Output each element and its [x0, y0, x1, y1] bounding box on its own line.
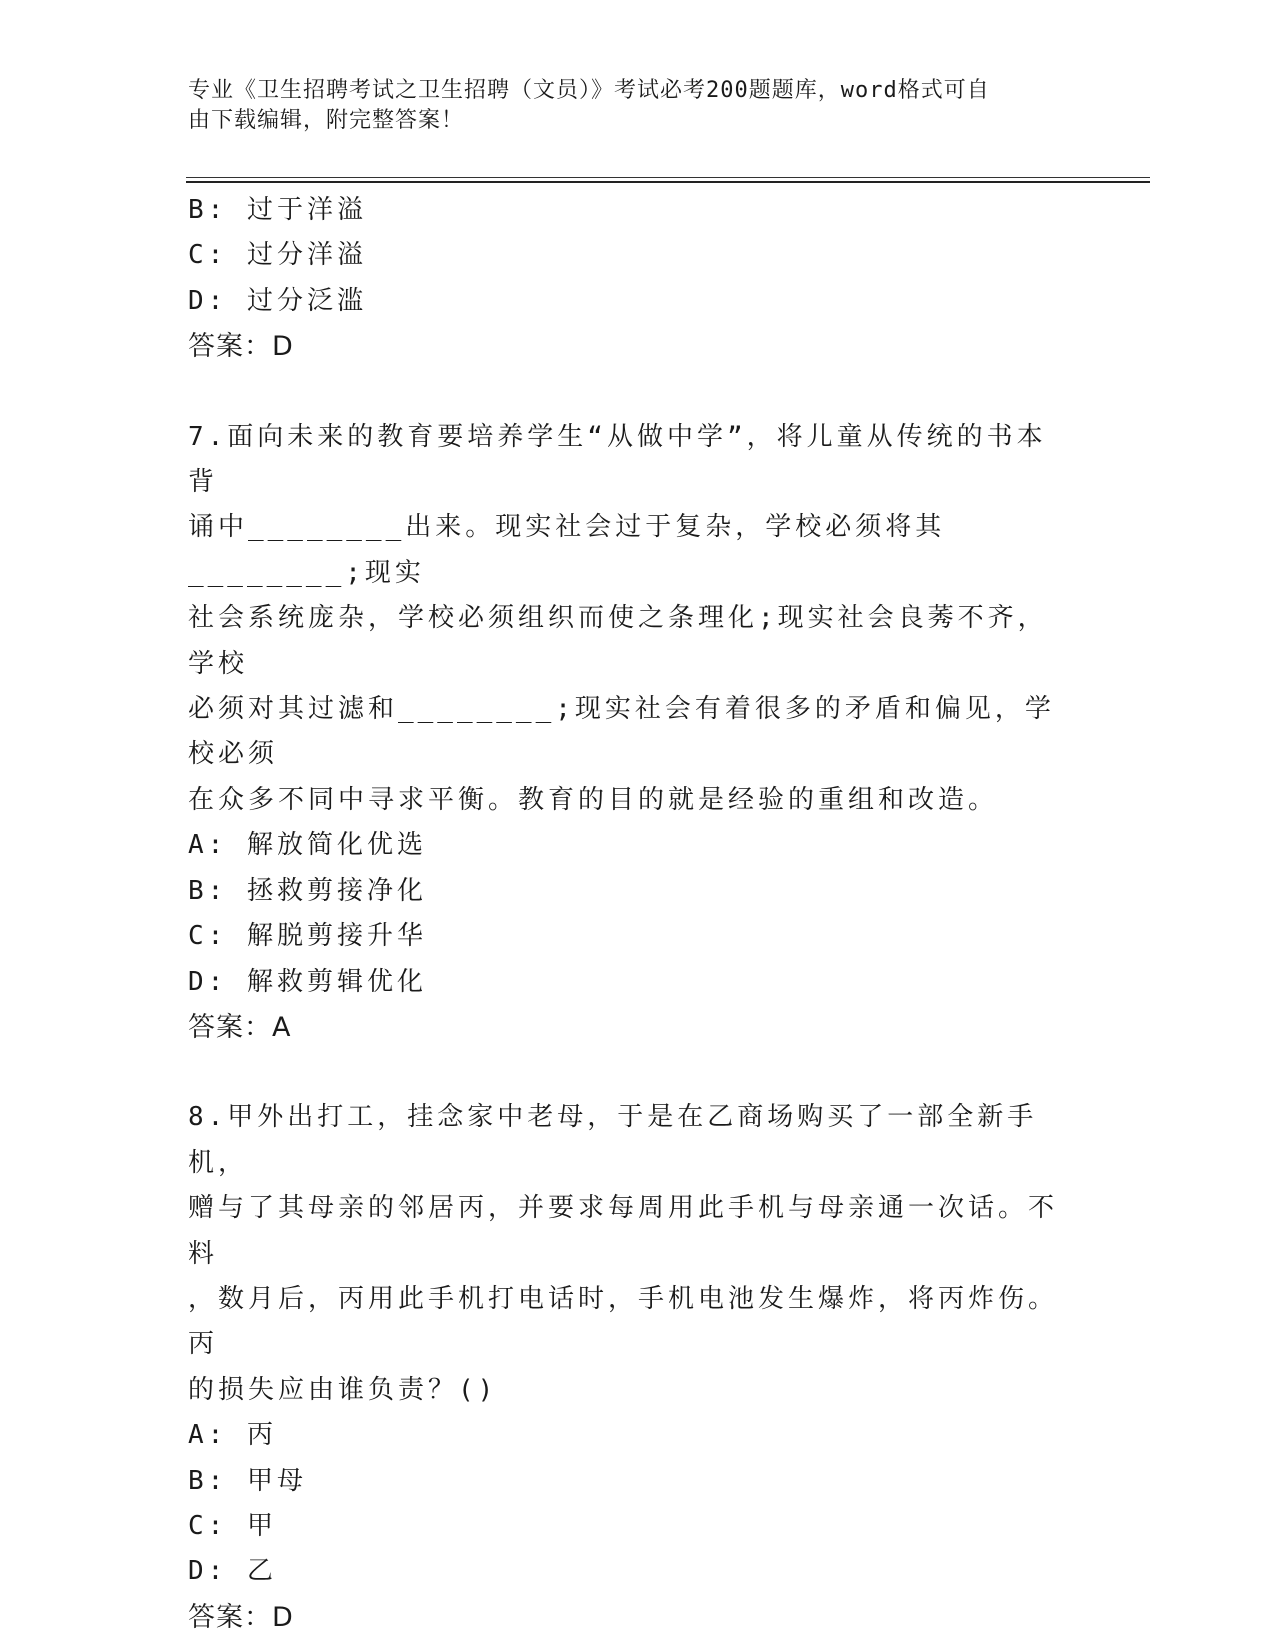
- header-line-1: 专业《卫生招聘考试之卫生招聘（文员）》考试必考200题题库，word格式可自: [188, 78, 990, 103]
- q8-stem-line: ，数月后，丙用此手机打电话时，手机电池发生爆炸，将丙炸伤。丙: [188, 1283, 1059, 1360]
- spacer: [188, 370, 1088, 415]
- q8-stem-line: 的损失应由谁负责？(): [188, 1374, 498, 1405]
- q8-option-a: A: 丙: [188, 1420, 277, 1451]
- header-divider-thin: [186, 177, 1150, 178]
- document-content: [188, 188, 1088, 1640]
- q8-answer: 答案：D: [188, 1601, 294, 1633]
- q8-option-b: B: 甲母: [188, 1465, 307, 1496]
- question-8: [188, 1095, 1088, 1640]
- header-divider-thick: [186, 181, 1150, 183]
- q7-stem-line: 必须对其过滤和________;现实社会有着很多的矛盾和偏见，学校必须: [188, 694, 1055, 770]
- q8-option-d: D: 乙: [188, 1556, 277, 1587]
- question-6-tail: [188, 188, 1088, 370]
- q6-option-d: D: 过分泛滥: [188, 285, 367, 316]
- q6-option-b: B: 过于洋溢: [188, 195, 367, 225]
- question-7: [188, 415, 1088, 1051]
- header-line-2: 由下载编辑，附完整答案！: [188, 108, 465, 133]
- q7-option-a: A: 解放简化优选: [188, 830, 427, 861]
- q8-option-c: C: 甲: [188, 1510, 277, 1541]
- q8-stem-line: 8.甲外出打工，挂念家中老母，于是在乙商场购买了一部全新手机，: [188, 1102, 1038, 1178]
- document-header: [188, 76, 1068, 136]
- q7-stem-line: 社会系统庞杂，学校必须组织而使之条理化;现实社会良莠不齐，学校: [188, 603, 1048, 679]
- q8-stem-line: 赠与了其母亲的邻居丙，并要求每周用此手机与母亲通一次话。不料: [188, 1193, 1059, 1269]
- q6-option-c: C: 过分洋溢: [188, 240, 367, 271]
- q7-answer: 答案：A: [188, 1011, 292, 1043]
- q7-option-c: C: 解脱剪接升华: [188, 921, 427, 952]
- spacer: [188, 1050, 1088, 1095]
- q7-stem-line: 7.面向未来的教育要培养学生“从做中学”，将儿童从传统的书本背: [188, 421, 1047, 498]
- q7-stem-line: 诵中________出来。现实社会过于复杂，学校必须将其________;现实: [188, 512, 946, 588]
- q7-stem-line: 在众多不同中寻求平衡。教育的目的就是经验的重组和改造。: [188, 784, 999, 815]
- q7-option-d: D: 解救剪辑优化: [188, 966, 427, 997]
- q6-answer: 答案：D: [188, 331, 294, 363]
- q7-option-b: B: 拯救剪接净化: [188, 875, 427, 906]
